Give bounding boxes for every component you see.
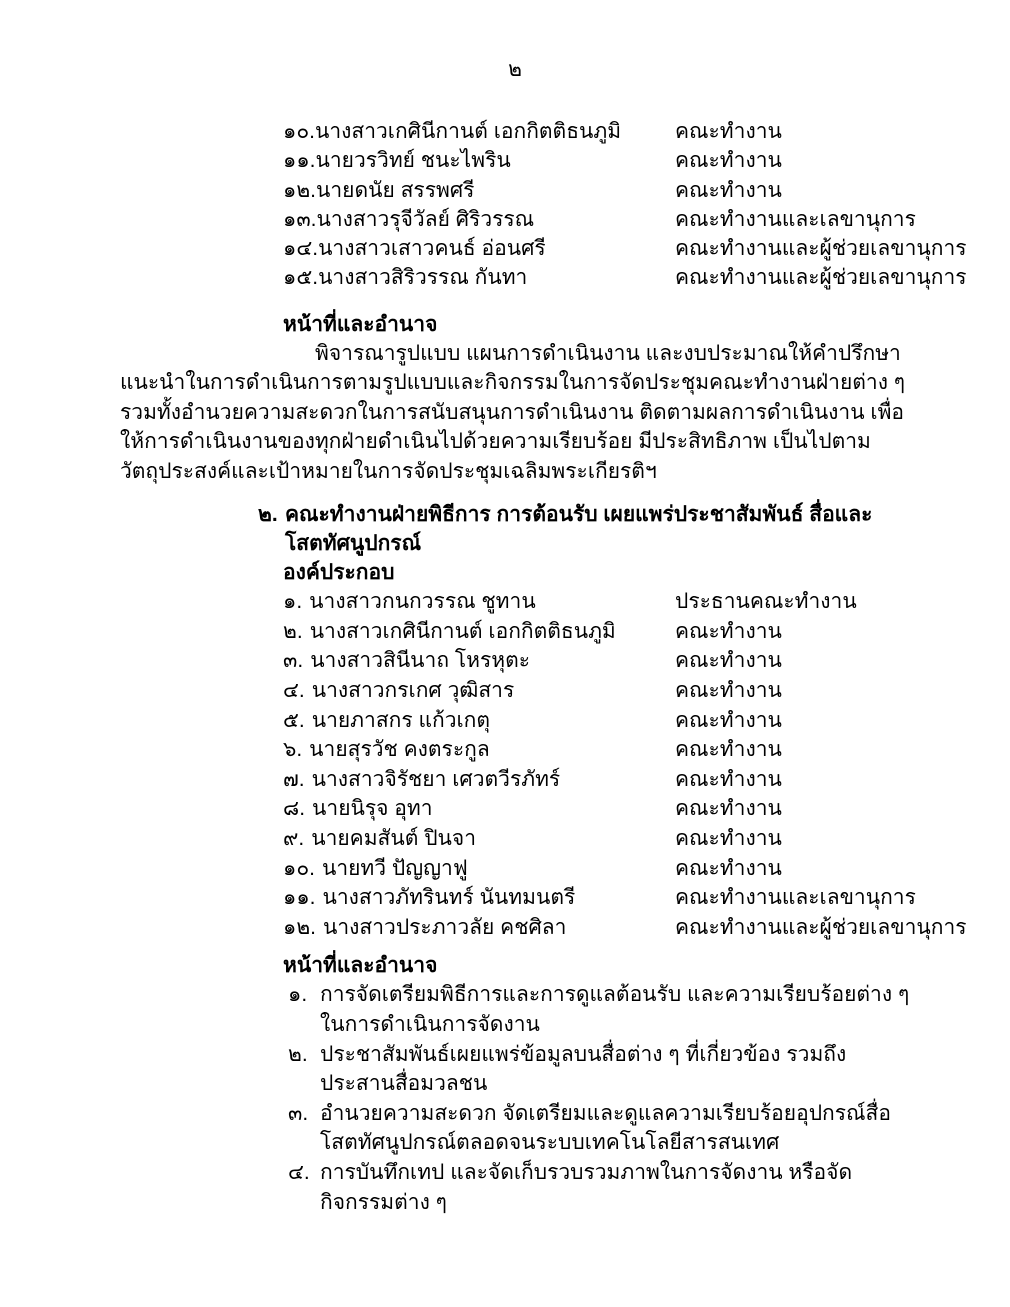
- member-number: ๗.: [283, 767, 305, 791]
- member-name: นางสาวกรเกศ วุฒิสาร: [311, 679, 515, 703]
- section-number: ๒.: [258, 503, 278, 527]
- section-2-member-list: [283, 587, 967, 942]
- member-role: คณะทำงาน: [675, 149, 782, 173]
- duties-heading: หน้าที่และอำนาจ: [283, 312, 438, 336]
- member-number: ๑.: [283, 590, 303, 614]
- member-number: ๙.: [283, 827, 305, 851]
- member-name: นางสาวสินีนาถ โหรหุตะ: [310, 649, 531, 673]
- duties-heading: หน้าที่และอำนาจ: [283, 954, 438, 978]
- member-role: คณะทำงาน: [675, 120, 782, 143]
- member-role: คณะทำงาน: [675, 619, 782, 643]
- member-role: คณะทำงาน: [675, 649, 782, 673]
- duty-item: [288, 1099, 910, 1158]
- member-name: นางสาวเสาวคนธ์ อ่อนศรี: [318, 237, 546, 261]
- member-name: นายทวี ปัญญาฟู: [321, 856, 468, 880]
- member-role: คณะทำงาน: [675, 178, 782, 202]
- member-number: ๕.: [283, 708, 305, 732]
- duty-number: ๔.: [288, 1160, 310, 1184]
- section-2-heading: [258, 500, 910, 558]
- member-row: [283, 234, 967, 263]
- member-row: [283, 854, 910, 884]
- member-role: คณะทำงาน: [675, 856, 782, 880]
- member-row: [283, 913, 967, 943]
- member-name: นางสาวประภาวลัย คชศิลา: [323, 915, 567, 939]
- member-role: คณะทำงาน: [675, 797, 782, 821]
- member-name: นายคมสันต์ ปินจา: [311, 827, 476, 851]
- member-role: คณะทำงานและผู้ช่วยเลขานุการ: [675, 266, 967, 290]
- member-number: ๑๑.: [283, 149, 316, 173]
- member-row: [283, 735, 910, 765]
- composition-heading: องค์ประกอบ: [283, 561, 395, 585]
- duty-number: ๑.: [288, 983, 308, 1007]
- member-role: คณะทำงาน: [675, 738, 782, 762]
- member-row: [283, 824, 910, 854]
- member-role: คณะทำงาน: [675, 827, 782, 851]
- member-row: [283, 883, 916, 913]
- member-name: นางสาวรุจีวัลย์ ศิริวรรณ: [316, 207, 535, 231]
- member-number: ๑๐.: [283, 120, 315, 143]
- member-name: นางสาวภัทรินทร์ นันทมนตรี: [322, 886, 576, 910]
- duty-text: ประชาสัมพันธ์เผยแพร่ข้อมูลบนสื่อต่าง ๆ ที่เกี่ยวข้อง รวมถึงประสานสื่อมวลชน: [320, 1042, 847, 1096]
- member-row: [283, 117, 910, 146]
- member-number: ๑๕.: [283, 266, 319, 290]
- member-number: ๖.: [283, 738, 303, 762]
- duty-number: ๒.: [288, 1042, 308, 1066]
- member-row: [283, 263, 967, 292]
- member-role: คณะทำงานและผู้ช่วยเลขานุการ: [675, 915, 967, 939]
- member-role: คณะทำงานและเลขานุการ: [675, 207, 916, 231]
- member-name: นายดนัย สรรพศรี: [316, 178, 475, 202]
- member-number: ๑๑.: [283, 886, 316, 910]
- member-row: [283, 646, 910, 676]
- member-number: ๓.: [283, 649, 304, 673]
- duty-text: การบันทึกเทป และจัดเก็บรวบรวมภาพในการจัดงาน หรือจัดกิจกรรมต่าง ๆ: [320, 1160, 853, 1214]
- member-row: [283, 176, 910, 205]
- member-number: ๔.: [283, 679, 305, 703]
- duty-item: [288, 1040, 910, 1099]
- member-name: นางสาวสิริวรรณ กันทา: [318, 266, 528, 290]
- member-number: ๒.: [283, 619, 303, 643]
- member-name: นางสาวกนกวรรณ ชูทาน: [309, 590, 536, 614]
- member-name: นายวรวิทย์ ชนะไพริน: [315, 149, 511, 173]
- member-role: ประธานคณะทำงาน: [675, 590, 857, 614]
- duty-item: [288, 1158, 910, 1217]
- member-name: นายสุรวัช คงตระกูล: [309, 738, 490, 762]
- member-name: นางสาวเกศินีกานต์ เอกกิตติธนภูมิ: [314, 120, 622, 143]
- duties-paragraph: พิจารณารูปแบบ แผนการดำเนินงาน และงบประมาณให้คำปรึกษา แนะนำในการดำเนินการตามรูปแบบและกิจกรรมในการจัดประชุมคณะทำงานฝ่ายต่าง ๆ รวมทั้งอำนวยความสะดวกในการสนับสนุนการดำเนินงาน ติดตามผลการดำเนินงาน เพื่อให้การดำเนินงานของทุกฝ่ายดำเนินไปด้วยความเรียบร้อย มีประสิทธิภาพ เป็นไปตามวัตถุประสงค์และเป้าหมายในการจัดประชุมเฉลิมพระเกียรติฯ: [120, 341, 906, 483]
- member-number: ๑๓.: [283, 207, 317, 231]
- member-number: ๑๔.: [283, 237, 319, 261]
- member-row: [283, 794, 910, 824]
- member-name: นายภาสกร แก้วเกตุ: [311, 708, 491, 732]
- member-number: ๑๒.: [283, 178, 317, 202]
- member-role: คณะทำงานและเลขานุการ: [675, 886, 916, 910]
- member-row: [283, 587, 910, 617]
- page-number: ๒: [508, 58, 522, 81]
- member-name: นางสาวเกศินีกานต์ เอกกิตติธนภูมิ: [309, 619, 616, 643]
- member-row: [283, 205, 916, 234]
- member-row: [283, 765, 910, 795]
- member-row: [283, 617, 910, 647]
- member-name: นายนิรุจ อุทา: [312, 797, 433, 821]
- member-role: คณะทำงาน: [675, 679, 782, 703]
- duty-text: อำนวยความสะดวก จัดเตรียมและดูแลความเรียบร้อยอุปกรณ์สื่อโสตทัศนูปกรณ์ตลอดจนระบบเทคโนโลยีสารสนเทศ: [320, 1101, 891, 1155]
- member-role: คณะทำงานและผู้ช่วยเลขานุการ: [675, 237, 967, 261]
- duty-text: การจัดเตรียมพิธีการและการดูแลต้อนรับ และความเรียบร้อยต่าง ๆ ในการดำเนินการจัดงาน: [320, 983, 910, 1036]
- member-row: [283, 676, 910, 706]
- member-row: [283, 706, 910, 736]
- section-title: คณะทำงานฝ่ายพิธีการ การต้อนรับ เผยแพร่ประชาสัมพันธ์ สื่อและโสตทัศนูปกรณ์: [285, 503, 873, 556]
- member-role: คณะทำงาน: [675, 708, 782, 732]
- section-2-duty-list: [288, 980, 910, 1217]
- duty-item: [288, 980, 910, 1039]
- member-role: คณะทำงาน: [675, 767, 782, 791]
- member-number: ๘.: [283, 797, 306, 821]
- member-number: ๑๐.: [283, 856, 315, 880]
- duty-number: ๓.: [288, 1101, 309, 1125]
- prior-committee-member-list: [283, 117, 967, 293]
- member-row: [283, 146, 910, 175]
- member-number: ๑๒.: [283, 915, 317, 939]
- member-name: นางสาวจิรัชยา เศวตวีรภัทร์: [311, 767, 561, 791]
